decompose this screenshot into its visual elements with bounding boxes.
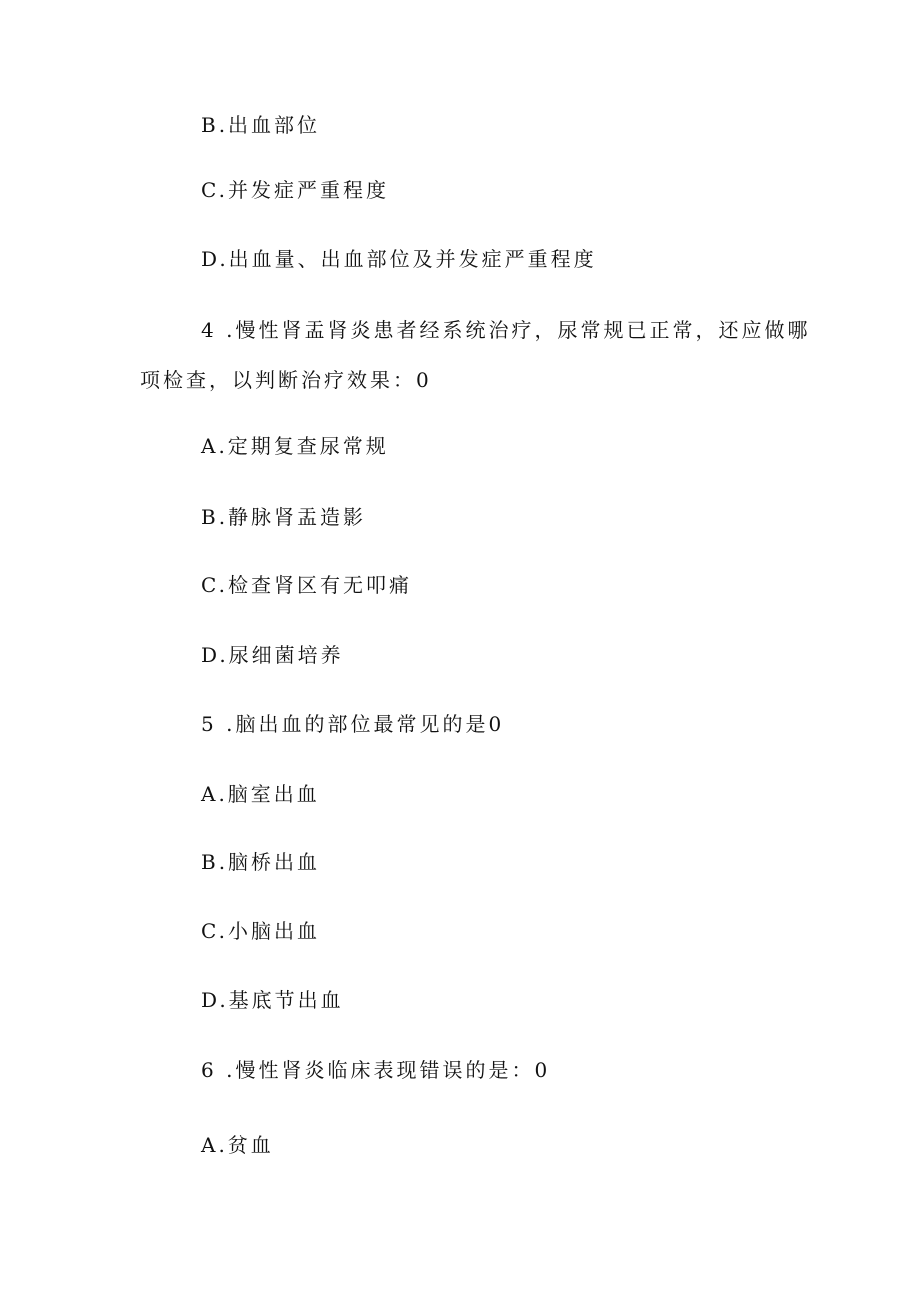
option-d-urine-culture: D.尿细菌培养 — [201, 643, 344, 667]
option-d-basal-ganglia: D.基底节出血 — [201, 988, 344, 1012]
option-a-ventricular: A.脑室出血 — [201, 782, 320, 806]
question-6: 6 .慢性肾炎临床表现错误的是：0 — [201, 1058, 551, 1082]
option-b-ivp: B.静脉肾盂造影 — [201, 505, 367, 529]
option-c-complication-severity: C.并发症严重程度 — [201, 178, 389, 202]
option-c-cerebellar: C.小脑出血 — [201, 919, 320, 943]
option-a-urinalysis: A.定期复查尿常规 — [201, 434, 389, 458]
option-a-anemia: A.贫血 — [201, 1133, 274, 1157]
question-4: 4 .慢性肾盂肾炎患者经系统治疗，尿常规已正常，还应做哪 — [201, 318, 811, 342]
option-b-bleeding-site: B.出血部位 — [201, 113, 321, 137]
question-5: 5 .脑出血的部位最常见的是0 — [201, 712, 505, 736]
option-d-combined: D.出血量、出血部位及并发症严重程度 — [201, 247, 597, 271]
question-4-continuation: 项检查，以判断治疗效果：0 — [140, 368, 432, 392]
option-b-pontine: B.脑桥出血 — [201, 850, 321, 874]
option-c-kidney-percussion: C.检查肾区有无叩痛 — [201, 573, 412, 597]
